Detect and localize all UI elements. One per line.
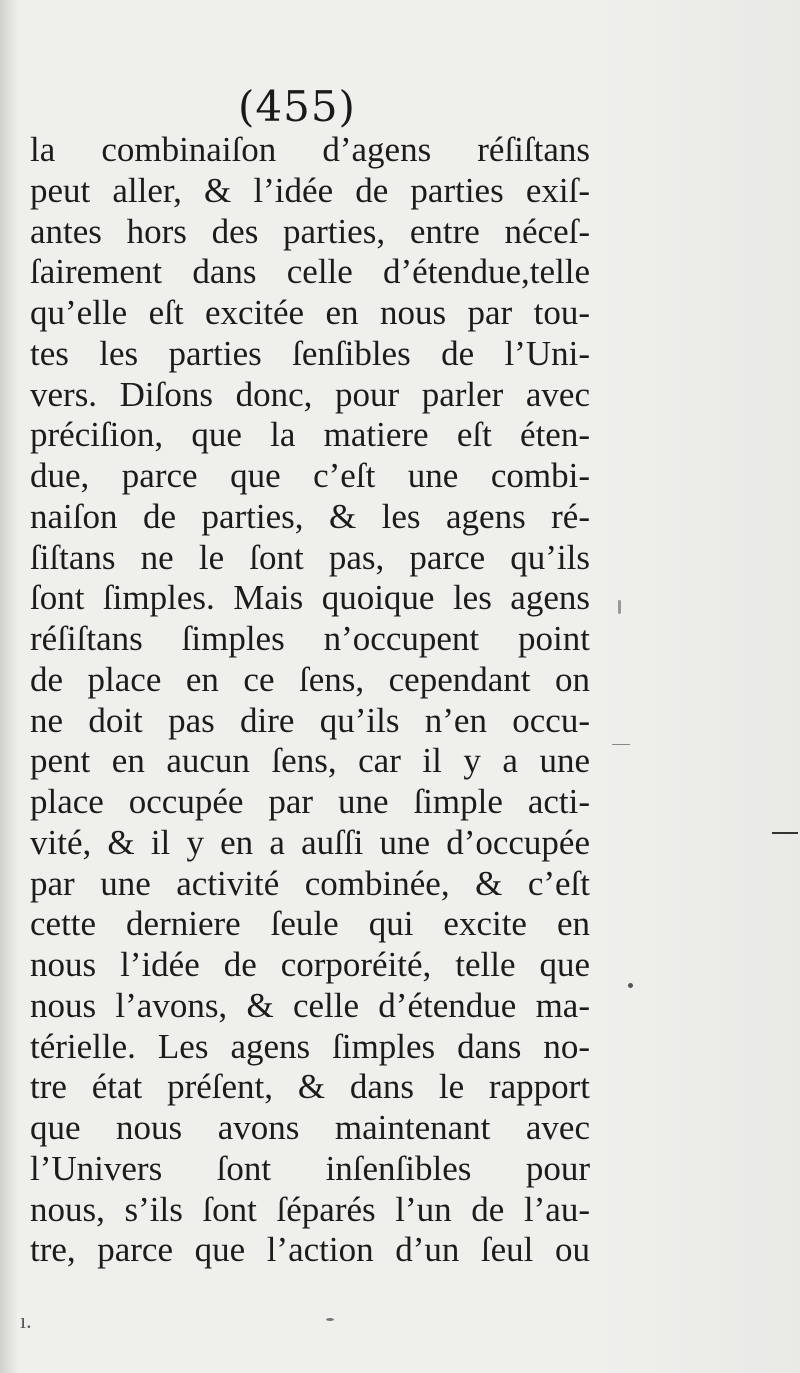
text-line: vers. Diſons donc, pour parler avec xyxy=(30,374,590,414)
text-line: vité, & il y en a auſſi une d’occupée xyxy=(30,822,590,862)
text-line: la combinaiſon d’agens réſiſtans xyxy=(30,130,590,169)
text-line: nous l’avons, & celle d’étendue ma- xyxy=(30,985,590,1025)
text-line: ne doit pas dire qu’ils n’en occu- xyxy=(30,700,590,740)
margin-stroke-mark xyxy=(772,832,798,834)
text-line: nous l’idée de corporéité, telle que xyxy=(30,945,590,984)
ink-speck xyxy=(326,1318,334,1321)
text-line: cette derniere ſeule qui excite en xyxy=(30,904,590,944)
binding-shadow xyxy=(0,0,18,1373)
text-line: ſont ſimples. Mais quoique les agens xyxy=(30,578,590,618)
footer-mark: ı. xyxy=(20,1308,32,1333)
text-line: due, parce que c’eſt une combi- xyxy=(30,456,590,495)
text-line: ſairement dans celle d’étendue,telle xyxy=(30,252,590,292)
text-line: ſiſtans ne le ſont pas, parce qu’ils xyxy=(30,537,590,577)
text-line: que nous avons maintenant avec xyxy=(30,1108,590,1147)
text-line: place occupée par une ſimple acti- xyxy=(30,782,590,821)
page-number: (455) xyxy=(238,82,356,131)
text-line: de place en ce ſens, cependant on xyxy=(30,659,590,699)
margin-tick-mark xyxy=(612,744,630,745)
text-line: pent en aucun ſens, car il y a une xyxy=(30,741,590,781)
text-line: nous, s’ils ſont ſéparés l’un de l’au- xyxy=(30,1189,590,1229)
text-line: tes les parties ſenſibles de l’Uni- xyxy=(30,333,590,373)
text-line: térielle. Les agens ſimples dans no- xyxy=(30,1026,590,1066)
page-margin-right xyxy=(600,0,800,1373)
text-line: réſiſtans ſimples n’occupent point xyxy=(30,619,590,658)
text-line: préciſion, que la matiere eſt éten- xyxy=(30,415,590,455)
text-line: tre état préſent, & dans le rapport xyxy=(30,1067,590,1107)
text-line: par une activité combinée, & c’eſt xyxy=(30,863,590,903)
body-text xyxy=(30,130,590,1271)
text-line: antes hors des parties, entre néceſ- xyxy=(30,211,590,251)
ink-speck xyxy=(618,600,621,614)
ink-speck xyxy=(628,983,633,988)
text-line: tre, parce que l’action d’un ſeul ou xyxy=(30,1230,590,1270)
text-line: qu’elle eſt excitée en nous par tou- xyxy=(30,293,590,332)
text-line: l’Univers ſont inſenſibles pour xyxy=(30,1148,590,1188)
text-line: peut aller, & l’idée de parties exiſ- xyxy=(30,170,590,210)
text-line: naiſon de parties, & les agens ré- xyxy=(30,496,590,536)
